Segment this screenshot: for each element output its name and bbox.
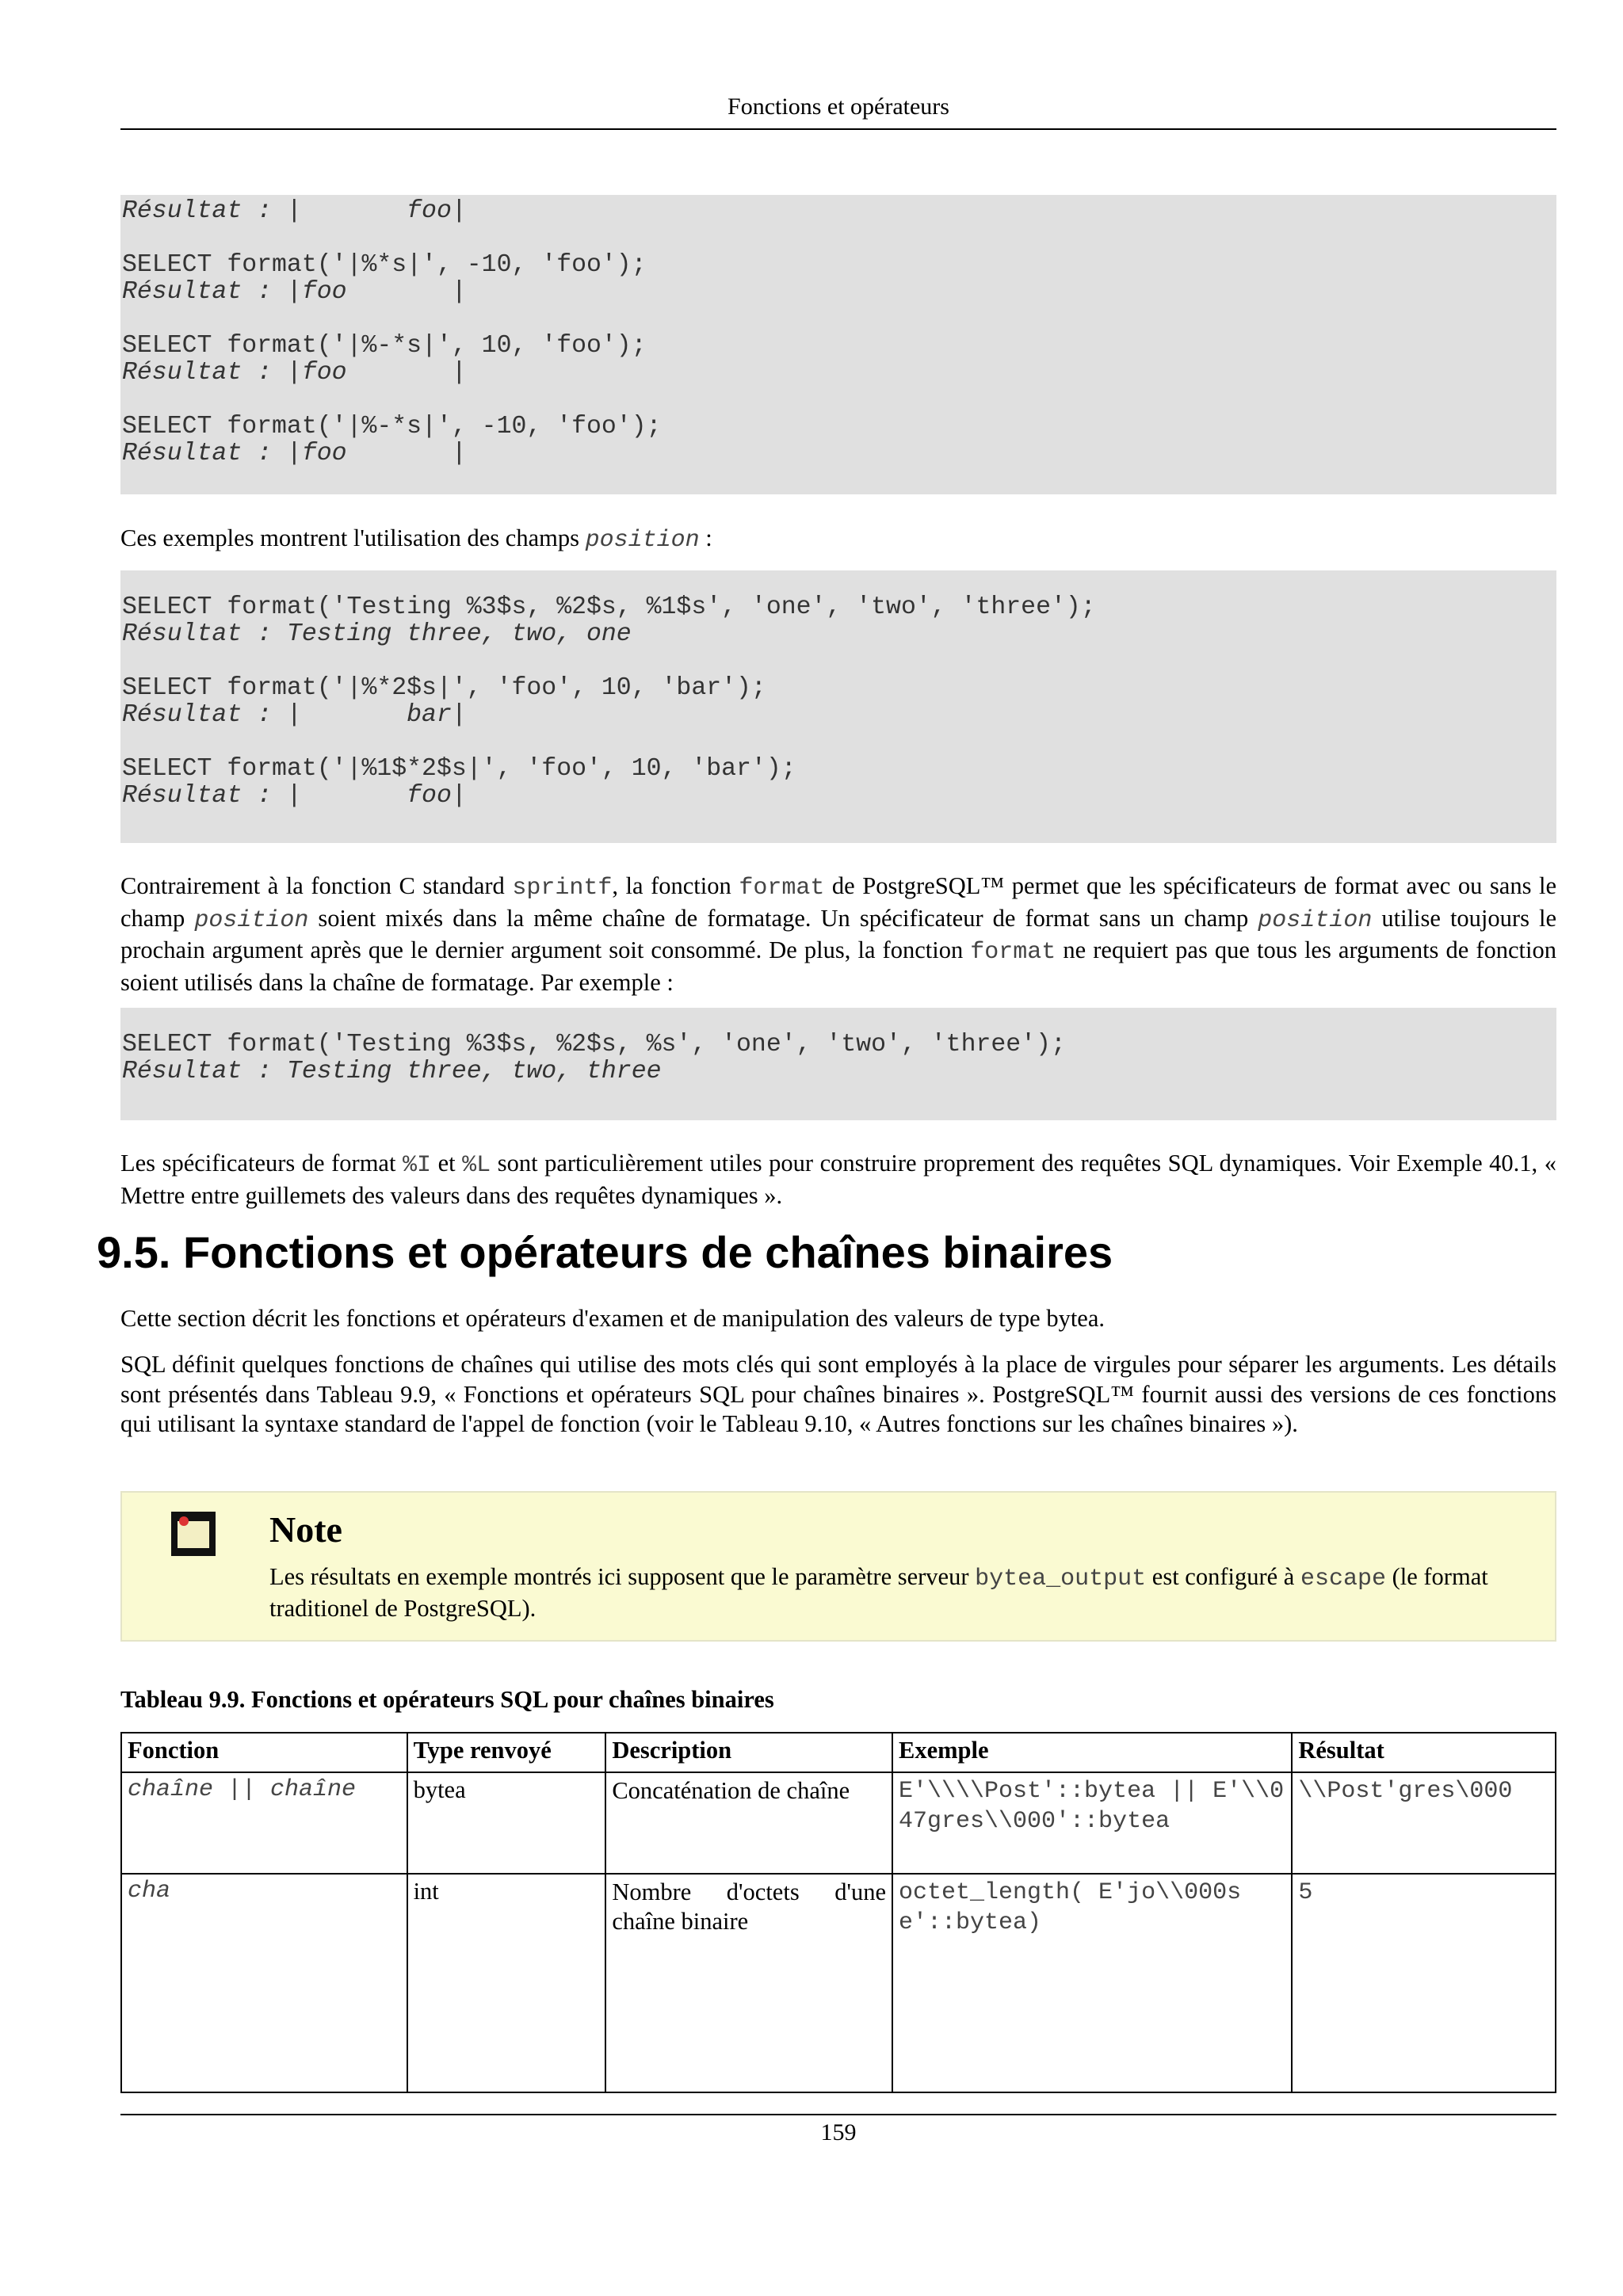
cell-resultat: 5 (1292, 1874, 1556, 2092)
para-section-intro: Cette section décrit les fonctions et opérateurs d'examen et de manipulation des valeurs de type bytea. (120, 1305, 1106, 1332)
para-sql-functions: SQL définit quelques fonctions de chaînes qui utilise des mots clés qui sont employés à la place de virgules pour séparer les arguments. Les détails sont présentés dans Tableau 9.9, « Fonctions et opérateurs SQL pour chaînes binaires ». PostgreSQL™ fournit aussi des versions de ces fonctions qui utilisant la syntaxe standard de l'appel de fonction (voir le Tableau 9.10, « Autres fonctions sur les chaînes binaires »). (120, 1351, 1556, 1437)
table-row (121, 1874, 1556, 2092)
code-sql-line: SELECT format('Testing %3$s, %2$s, %s', 'one', 'two', 'three'); (122, 1031, 1066, 1058)
code-result-line: Résultat : |foo | (122, 359, 467, 387)
code-blank-line (122, 306, 1556, 333)
code-block-2 (120, 570, 1556, 843)
note-body: Les résultats en exemple montrés ici supposent que le paramètre serveur bytea_output est configuré à escape (le format traditionel de PostgreSQL). (269, 1563, 1488, 1622)
cell-fonction: chaîne || chaîne (121, 1772, 407, 1874)
cell-exemple: octet_length( E'jo\\000se'::bytea) (892, 1874, 1292, 2092)
code-sql-line: SELECT format('|%*2$s|', 'foo', 10, 'bar'); (122, 674, 766, 702)
code-result-line: Résultat : | foo| (122, 782, 467, 810)
code-result-line: Résultat : Testing three, two, one (122, 620, 632, 648)
col-header-description: Description (605, 1733, 892, 1772)
page-number: 159 (820, 2119, 857, 2145)
code-blank-line (122, 729, 1556, 756)
para-format-IL: Les spécificateurs de format %I et %L sont particulièrement utiles pour construire proprement des requêtes SQL dynamiques. Voir Exemple 40.1, « Mettre entre guillemets des valeurs dans des requêtes dynamiques ». (120, 1150, 1556, 1209)
table-header-row (121, 1733, 1556, 1772)
code-blank-line (122, 387, 1556, 414)
code-sql-line: SELECT format('|%-*s|', 10, 'foo'); (122, 332, 647, 360)
header-rule (120, 128, 1556, 130)
note-icon (171, 1512, 216, 1556)
code-result-line: Résultat : | bar| (122, 701, 467, 729)
col-header-resultat: Résultat (1292, 1733, 1556, 1772)
cell-resultat: \\Post'gres\000 (1292, 1772, 1556, 1874)
cell-description: Nombre d'octets d'une chaîne binaire (605, 1874, 892, 2092)
code-sql-line: SELECT format('|%*s|', -10, 'foo'); (122, 251, 647, 279)
code-blank-line (122, 648, 1556, 675)
cell-type: bytea (407, 1772, 606, 1874)
code-block-3 (120, 1008, 1556, 1120)
binary-string-functions-table (120, 1732, 1556, 2093)
code-result-line: Résultat : | foo| (122, 197, 467, 225)
code-result-line: Résultat : Testing three, two, three (122, 1058, 662, 1085)
cell-description: Concaténation de chaîne (605, 1772, 892, 1874)
code-block-1 (120, 195, 1556, 494)
col-header-fonction: Fonction (121, 1733, 407, 1772)
para-sprintf: Contrairement à la fonction C standard sprintf, la fonction format de PostgreSQL™ permet que les spécificateurs de format avec ou sans le champ position soient mixés dans la même chaîne de formatage. Un spécificateur de format sans un champ position utilise toujours le prochain argument après que le dernier argument soit consommé. De plus, la fonction format ne requiert pas que tous les arguments de fonction soient utilisés dans la chaîne de formatage. Par exemple : (120, 872, 1556, 996)
code-sql-line: SELECT format('|%1$*2$s|', 'foo', 10, 'bar'); (122, 755, 796, 783)
code-blank-line (122, 225, 1556, 252)
running-header: Fonctions et opérateurs (727, 93, 949, 120)
cell-type: int (407, 1874, 606, 2092)
cell-exemple: E'\\\\Post'::bytea || E'\\047gres\\000'::bytea (892, 1772, 1292, 1874)
cell-fonction: cha (121, 1874, 407, 2092)
note-title: Note (269, 1509, 342, 1550)
para-position-fields: Ces exemples montrent l'utilisation des champs position : (120, 524, 712, 554)
code-sql-line: SELECT format('Testing %3$s, %2$s, %1$s', 'one', 'two', 'three'); (122, 593, 1096, 621)
footer-rule (120, 2114, 1556, 2115)
section-title: 9.5. Fonctions et opérateurs de chaînes binaires (97, 1227, 1113, 1277)
code-sql-line: SELECT format('|%-*s|', -10, 'foo'); (122, 413, 662, 441)
note-box (120, 1491, 1556, 1642)
code-result-line: Résultat : |foo | (122, 278, 467, 306)
col-header-type: Type renvoyé (407, 1733, 606, 1772)
col-header-exemple: Exemple (892, 1733, 1292, 1772)
table-row (121, 1772, 1556, 1874)
table-caption: Tableau 9.9. Fonctions et opérateurs SQL pour chaînes binaires (120, 1686, 774, 1713)
code-result-line: Résultat : |foo | (122, 440, 467, 467)
